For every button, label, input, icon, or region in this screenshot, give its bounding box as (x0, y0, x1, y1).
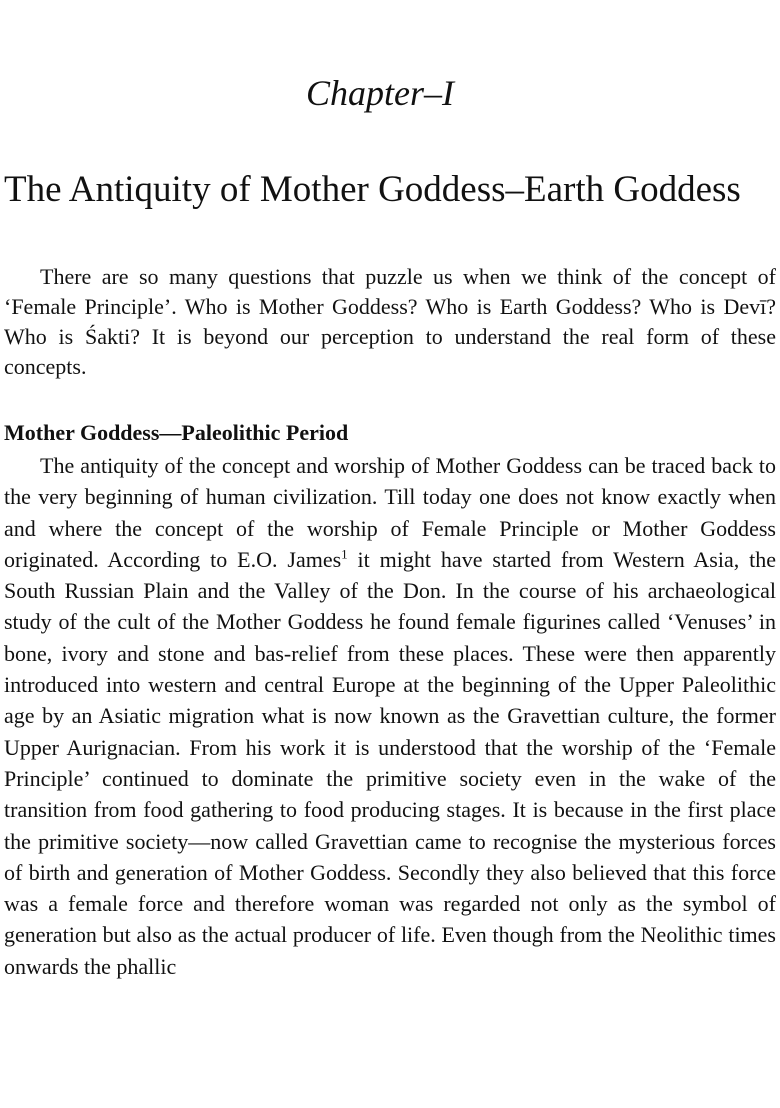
intro-paragraph: There are so many questions that puzzle us when we think of the concept of ‘Female Principle’. Who is Mother Goddess? Who is Earth Goddess? Who is Devī? Who is Śakti? It is beyond our perception to understand the real form of these concepts. (4, 264, 776, 379)
chapter-label: Chapter–I (306, 73, 454, 113)
footnote-marker: 1 (341, 546, 348, 562)
body-text-before-footnote: The antiquity of the concept and worship of Mother Goddess can be traced back to the very beginning of human civilization. Till today one does not know exactly when and where the concept of the worship of Female Principle or Mother Goddess originated. According to E.O. James (4, 453, 776, 572)
body-paragraph (4, 450, 776, 982)
body-text-after-footnote: it might have started from Western Asia, the South Russian Plain and the Valley of the Don. In the course of his archaeological study of the cult of the Mother Goddess he found female figurines called ‘Venuses’ in bone, ivory and stone and bas-relief from these places. These were then apparently introduced into western and central Europe at the beginning of the Upper Paleolithic age by an Asiatic migration what is now known as the Gravettian culture, the former Upper Aurignacian. From his work it is understood that the worship of the ‘Female Principle’ continued to dominate the primitive society even in the wake of the transition from food gathering to food producing stages. It is because in the first place the primitive society—now called Gravettian came to recognise the mysterious forces of birth and generation of Mother Goddess. Secondly they also believed that this force was a female force and therefore woman was regarded not only as the symbol of generation but also as the actual producer of life. Even though from the Neolithic times onwards the phallic (4, 546, 776, 979)
chapter-title: The Antiquity of Mother Goddess–Earth Goddess (4, 169, 741, 210)
section-heading: Mother Goddess—Paleolithic Period (4, 420, 349, 445)
